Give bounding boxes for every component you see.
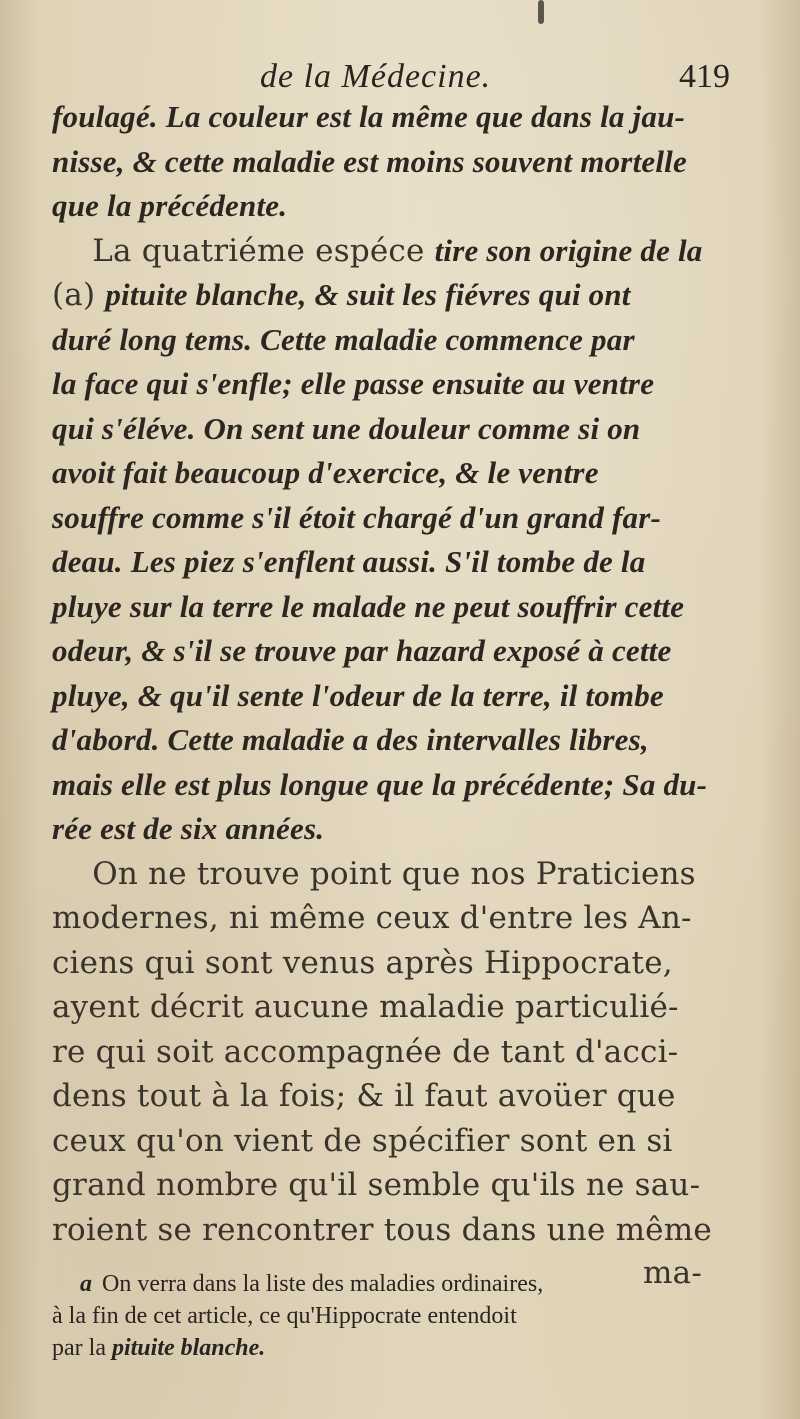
text-line <box>52 628 712 673</box>
text-span: rée est de six années. <box>52 811 325 846</box>
footnote-rule <box>60 1250 720 1251</box>
footnote-line-2: à la fin de cet article, ce qu'Hippocrate entendoit <box>52 1303 517 1329</box>
text-span: odeur, & s'il se trouve par hazard exposé à cette <box>52 633 672 668</box>
text-span: grand nombre qu'il semble qu'ils ne sau- <box>52 1167 701 1203</box>
text-line <box>52 495 712 540</box>
ink-speck <box>538 0 544 24</box>
text-span: modernes, ni même ceux d'entre les An- <box>52 900 692 936</box>
text-line <box>52 673 712 718</box>
text-span: ceux qu'on vient de spécifier sont en si <box>52 1122 673 1159</box>
text-line <box>52 806 712 851</box>
text-span: qui s'éléve. On sent une douleur comme si on <box>52 410 641 446</box>
text-span: dens tout à la fois; & il faut avoüer que <box>52 1078 676 1114</box>
text-line <box>52 1118 712 1163</box>
text-span: re qui soit accompagnée de tant d'acci- <box>52 1033 679 1070</box>
text-line <box>52 584 712 629</box>
text-line <box>52 94 712 139</box>
text-line <box>52 940 712 985</box>
text-span: (a) <box>52 277 106 313</box>
footnote-italic-term: pituite blanche. <box>111 1335 266 1361</box>
text-span: On ne trouve point que nos Praticiens <box>52 855 696 892</box>
footnote-text-3: par la <box>52 1335 112 1361</box>
running-title: de la Médecine. <box>260 58 492 95</box>
catchword: ma- <box>643 1255 702 1291</box>
text-line <box>52 228 712 273</box>
text-line <box>52 317 712 362</box>
text-span: roient se rencontrer tous dans une même <box>52 1211 712 1248</box>
text-span: avoit fait beaucoup d'exercice, & le ventre <box>52 455 599 490</box>
text-span: la face qui s'enfle; elle passe ensuite au ventre <box>52 366 655 401</box>
footnote <box>52 1268 732 1364</box>
text-line <box>52 406 712 451</box>
text-line <box>52 1073 712 1118</box>
text-line <box>52 895 712 940</box>
text-line <box>52 1162 712 1207</box>
footnote-text-1: On verra dans la liste des maladies ordinaires, <box>102 1271 544 1297</box>
text-span: mais elle est plus longue que la précédente; Sa du- <box>52 766 708 802</box>
text-span: pluye sur la terre le malade ne peut souffrir cette <box>52 588 685 624</box>
text-span: tire son origine de la <box>434 232 703 268</box>
text-line <box>52 272 712 317</box>
text-span: d'abord. Cette maladie a des intervalles libres, <box>52 722 649 757</box>
text-line <box>52 183 712 228</box>
text-span: ayent décrit aucune maladie particulié- <box>52 989 679 1025</box>
text-span: pluye, & qu'il sente l'odeur de la terre, il tombe <box>52 677 664 713</box>
text-line <box>52 851 712 896</box>
text-span: pituite blanche, & suit les fiévres qui ont <box>105 277 631 312</box>
text-span: deau. Les piez s'enflent aussi. S'il tombe de la <box>52 544 646 579</box>
text-span: duré long tems. Cette maladie commence par <box>52 321 635 357</box>
text-span: nisse, & cette maladie est moins souvent mortelle <box>52 143 687 179</box>
text-span: que la précédente. <box>52 188 288 223</box>
text-line <box>52 984 712 1029</box>
text-line <box>52 361 712 406</box>
footnote-marker: a <box>80 1271 92 1297</box>
body-text <box>52 94 712 1296</box>
text-line <box>52 717 712 762</box>
text-line <box>52 1207 712 1252</box>
footnote-line-3 <box>52 1332 732 1364</box>
text-span: souffre comme s'il étoit chargé d'un grand far- <box>52 499 662 535</box>
text-span: foulagé. La couleur est la même que dans la jau- <box>52 99 686 134</box>
text-line <box>52 762 712 807</box>
footnote-line-1 <box>52 1268 732 1300</box>
text-line <box>52 539 712 584</box>
text-line <box>52 450 712 495</box>
text-span: La quatriéme espéce <box>52 232 435 269</box>
text-span: ciens qui sont venus après Hippocrate, <box>52 944 673 981</box>
page-number: 419 <box>679 58 730 95</box>
text-line <box>52 139 712 184</box>
text-line <box>52 1029 712 1074</box>
